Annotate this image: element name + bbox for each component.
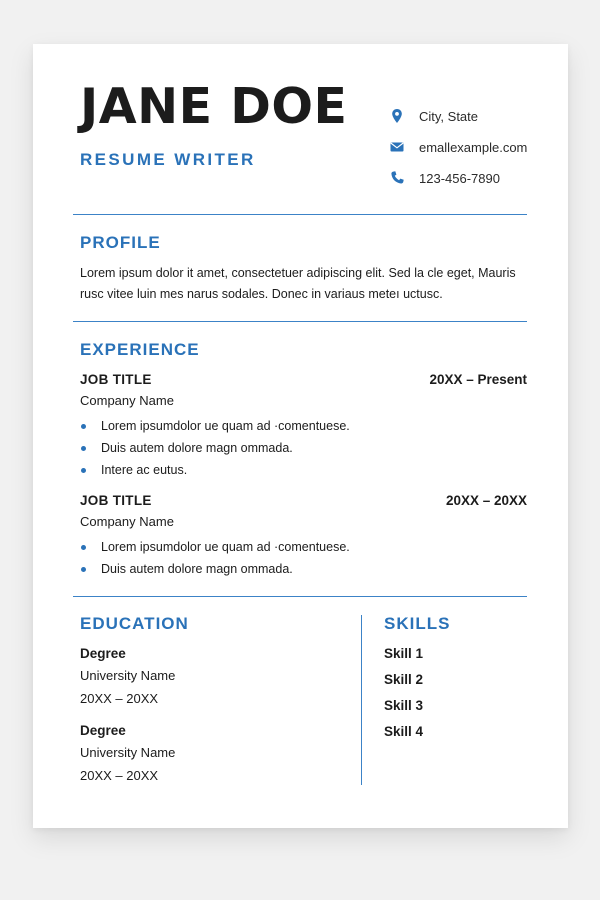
contact-phone[interactable] bbox=[389, 168, 559, 188]
degree: Degree bbox=[80, 646, 126, 661]
skill-item: Skill 2 bbox=[384, 672, 424, 687]
bullet-text: Lorem ipsumdolor ue quam ad ·comentuese. bbox=[101, 540, 350, 554]
experience-heading: EXPERIENCE bbox=[80, 340, 200, 359]
skills-heading: SKILLS bbox=[384, 614, 451, 633]
bullet-item bbox=[80, 459, 527, 481]
bullet-dot-icon bbox=[81, 545, 86, 550]
job-title: JOB TITLE bbox=[80, 492, 152, 508]
job-bullets bbox=[80, 415, 527, 481]
resume-role: RESUME WRITER bbox=[80, 150, 256, 169]
contact-location-text: City, State bbox=[419, 108, 479, 124]
skill-item: Skill 4 bbox=[384, 724, 424, 739]
location-pin-icon bbox=[389, 108, 405, 124]
bullet-dot-icon bbox=[81, 446, 86, 451]
divider bbox=[73, 596, 527, 597]
bullet-text: Duis autem dolore magn ommada. bbox=[101, 441, 293, 455]
bullet-item bbox=[80, 415, 527, 437]
bullet-text: Lorem ipsumdolor ue quam ad ·comentuese. bbox=[101, 419, 350, 433]
bullet-text: Duis autem dolore magn ommada. bbox=[101, 562, 293, 576]
skill-item: Skill 3 bbox=[384, 698, 424, 713]
profile-text: Lorem ipsum dolor it amet, consectetuer adipiscing elit. Sed la cle eget, Mauris rusc vitee luin mes narus sodales. Donec in variaus meteı uctusc. bbox=[80, 266, 516, 301]
bullet-item bbox=[80, 437, 527, 459]
bullet-item bbox=[80, 536, 527, 558]
education-dates: 20XX – 20XX bbox=[80, 768, 159, 783]
bullet-text: Intere ac eutus. bbox=[101, 463, 188, 477]
university-name: University Name bbox=[80, 668, 176, 683]
profile-heading: PROFILE bbox=[80, 233, 161, 252]
job-entry bbox=[80, 369, 527, 481]
bullet-dot-icon bbox=[81, 424, 86, 429]
job-dates: 20XX – 20XX bbox=[445, 492, 527, 508]
degree: Degree bbox=[80, 723, 126, 738]
contact-email[interactable] bbox=[389, 137, 559, 157]
bullet-dot-icon bbox=[81, 567, 86, 572]
bullet-item bbox=[80, 558, 527, 580]
education-heading: EDUCATION bbox=[80, 614, 189, 633]
education-entry bbox=[80, 721, 330, 787]
job-dates: 20XX – Present bbox=[429, 371, 527, 387]
company-name: Company Name bbox=[80, 514, 174, 529]
contact-block bbox=[389, 106, 559, 199]
education-entry bbox=[80, 644, 330, 710]
resume-name: JANE DOE bbox=[80, 78, 348, 135]
skill-item: Skill 1 bbox=[384, 646, 424, 661]
column-divider bbox=[361, 615, 362, 785]
education-dates: 20XX – 20XX bbox=[80, 691, 159, 706]
divider bbox=[73, 214, 527, 215]
company-name: Company Name bbox=[80, 393, 174, 408]
job-title: JOB TITLE bbox=[80, 371, 152, 387]
job-entry bbox=[80, 490, 527, 580]
job-bullets bbox=[80, 536, 527, 580]
envelope-icon bbox=[389, 139, 405, 155]
divider bbox=[73, 321, 527, 322]
contact-location bbox=[389, 106, 559, 126]
phone-icon bbox=[389, 170, 405, 186]
contact-email-text[interactable]: emallexample.com bbox=[419, 139, 528, 155]
bullet-dot-icon bbox=[81, 468, 86, 473]
resume-page bbox=[33, 44, 568, 828]
skills-list bbox=[384, 644, 423, 748]
contact-phone-text[interactable]: 123-456-7890 bbox=[419, 170, 500, 186]
university-name: University Name bbox=[80, 745, 176, 760]
